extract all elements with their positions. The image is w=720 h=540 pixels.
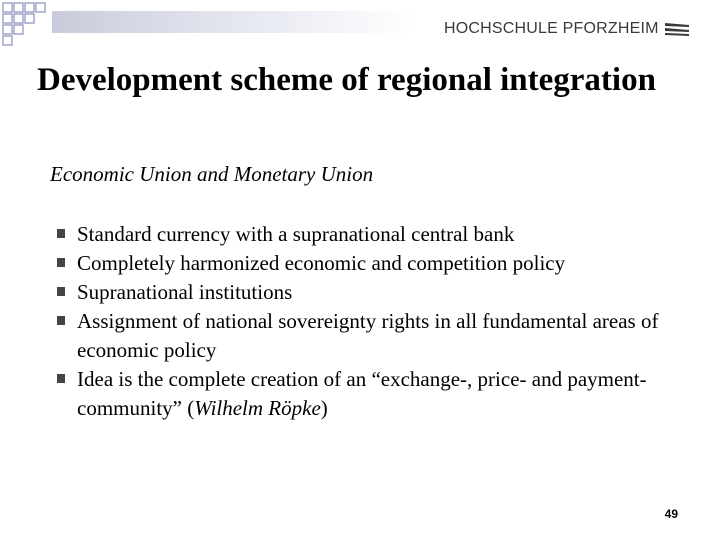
brand-mark-icon [665, 22, 689, 36]
list-item [77, 249, 687, 278]
bullet-text: Assignment of national sovereignty rights in all fundamental areas of economic policy [77, 309, 659, 362]
slide-title: Development scheme of regional integration [37, 62, 656, 98]
brand-logo [444, 18, 689, 40]
header-accent-bar [52, 11, 418, 33]
brand-name: HOCHSCHULE PFORZHEIM [444, 20, 659, 37]
list-item [77, 220, 687, 249]
square-bullet-icon [57, 229, 65, 238]
bullet-list [77, 220, 687, 423]
bullet-text: Standard currency with a supranational central bank [77, 222, 515, 246]
square-bullet-icon [57, 374, 65, 383]
bullet-text-after: ) [320, 396, 328, 420]
slide-subtitle: Economic Union and Monetary Union [50, 162, 374, 186]
list-item [77, 365, 687, 423]
list-item [77, 278, 687, 307]
square-bullet-icon [57, 287, 65, 296]
square-bullet-icon [57, 258, 65, 267]
bullet-text-before: Idea is the complete creation of an “exchange-, price- and payment-community” ( [77, 367, 647, 420]
bullet-text [77, 367, 647, 420]
list-item [77, 307, 687, 365]
bullet-text: Completely harmonized economic and competition policy [77, 251, 566, 275]
square-bullet-icon [57, 316, 65, 325]
decorative-squares-icon [0, 0, 60, 50]
author-name: Wilhelm Röpke [194, 396, 321, 420]
bullet-text: Supranational institutions [77, 280, 293, 304]
page-number: 49 [664, 507, 678, 521]
